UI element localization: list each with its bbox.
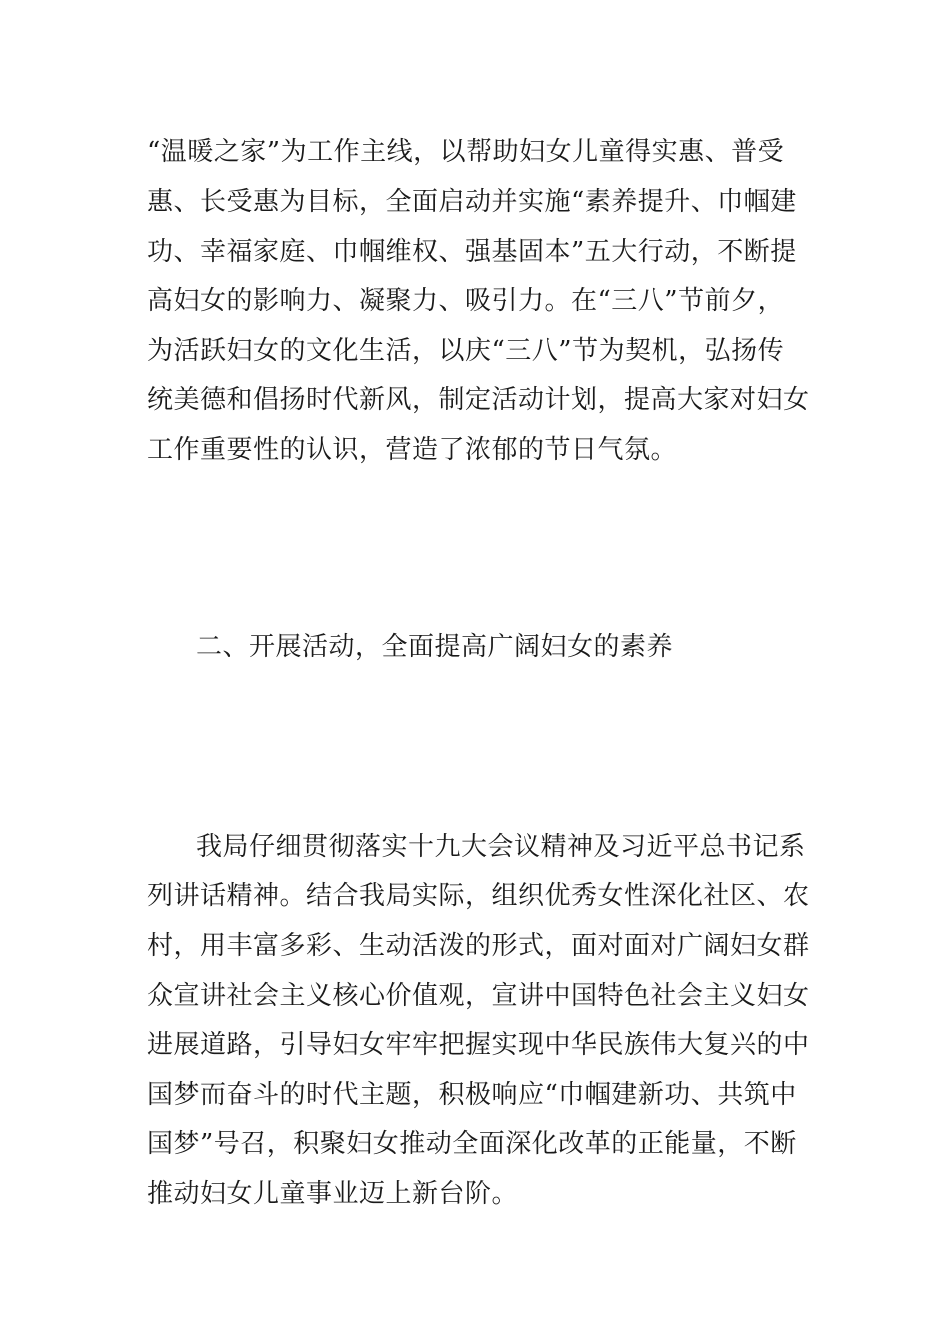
paragraph-line: 工作重要性的认识，营造了浓郁的节日气氛。 bbox=[147, 435, 678, 465]
section-heading: 二、开展活动，全面提高广阔妇女的素养 bbox=[196, 632, 674, 662]
paragraph-line: 国梦”号召，积聚妇女推动全面深化改革的正能量，不断 bbox=[147, 1129, 797, 1159]
paragraph-line: 惠、长受惠为目标，全面启动并实施“素养提升、巾帼建 bbox=[147, 187, 797, 217]
paragraph-line: 为活跃妇女的文化生活，以庆“三八”节为契机，弘扬传 bbox=[147, 336, 785, 366]
paragraph-line: 推动妇女儿童事业迈上新台阶。 bbox=[147, 1179, 519, 1209]
paragraph-line: 国梦而奋斗的时代主题，积极响应“巾帼建新功、共筑中 bbox=[147, 1080, 797, 1110]
paragraph-line: 众宣讲社会主义核心价值观，宣讲中国特色社会主义妇女 bbox=[147, 981, 810, 1011]
paragraph-line: 进展道路，引导妇女牢牢把握实现中华民族伟大复兴的中 bbox=[147, 1030, 810, 1060]
paragraph-line: “温暖之家”为工作主线，以帮助妇女儿童得实惠、普受 bbox=[147, 137, 785, 167]
paragraph-line: 统美德和倡扬时代新风，制定活动计划，提高大家对妇女 bbox=[147, 385, 810, 415]
paragraph-line: 高妇女的影响力、凝聚力、吸引力。在“三八”节前夕， bbox=[147, 286, 785, 316]
paragraph-line: 村，用丰富多彩、生动活泼的形式，面对面对广阔妇女群 bbox=[147, 931, 810, 961]
paragraph-line: 列讲话精神。结合我局实际，组织优秀女性深化社区、农 bbox=[147, 881, 810, 911]
paragraph-line: 我局仔细贯彻落实十九大会议精神及习近平总书记系 bbox=[196, 832, 806, 862]
paragraph-line: 功、幸福家庭、巾帼维权、强基固本”五大行动，不断提 bbox=[147, 237, 797, 267]
